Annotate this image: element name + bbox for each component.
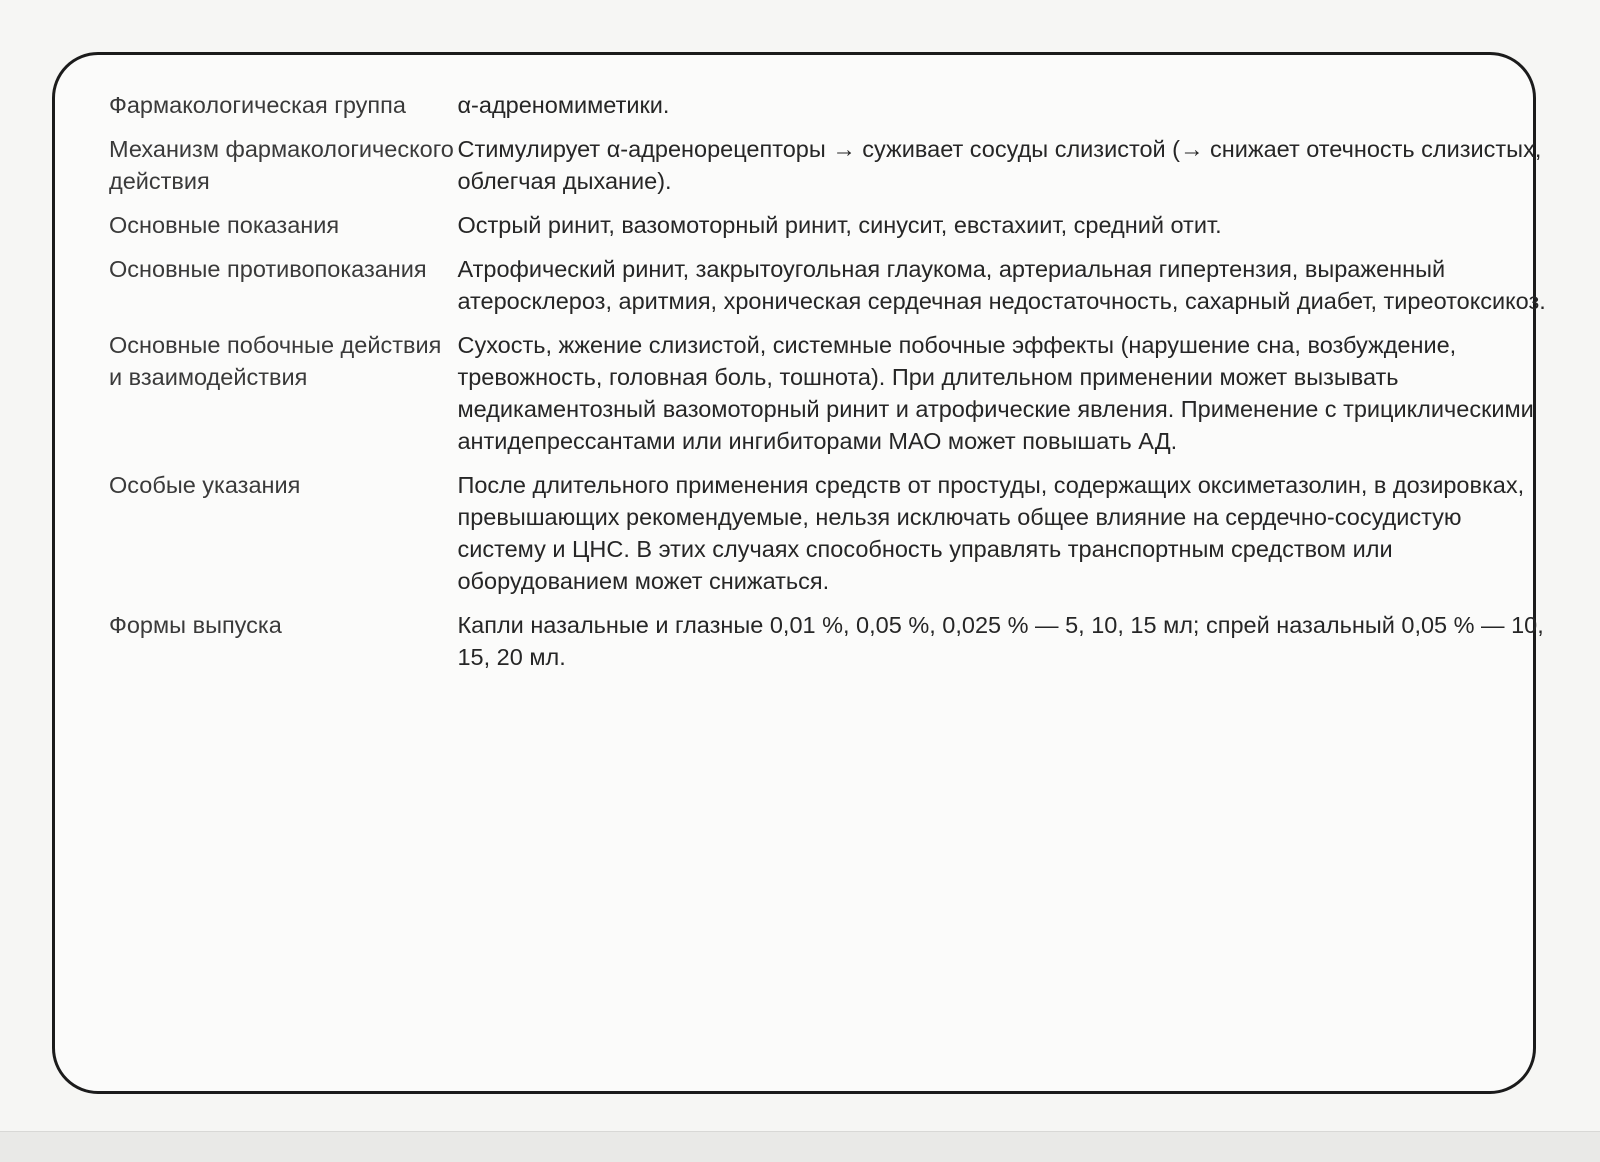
row-value-release-forms: Капли назальные и глазные 0,01 %, 0,05 %, 0,025 % — 5, 10, 15 мл; спрей назальный 0,05 % — 10, 15, 20 мл.: [457, 612, 1544, 670]
page-bottom-edge: [0, 1131, 1600, 1162]
table-row: [109, 469, 1549, 609]
row-label-release-forms: Формы выпуска: [109, 612, 282, 638]
table-row: [109, 89, 1549, 133]
table-row: [109, 133, 1549, 209]
drug-info-card: [52, 52, 1546, 1094]
table-row: [109, 329, 1549, 469]
table-row: [109, 209, 1549, 253]
row-label-side-effects: Основные побочные действия и взаимодействия: [109, 332, 442, 390]
table-row: [109, 609, 1549, 685]
row-label-special-notes: Особые указания: [109, 472, 301, 498]
row-value-side-effects: Сухость, жжение слизистой, системные побочные эффекты (нарушение сна, возбуждение, тревожность, головная боль, тошнота). При длительном применении может вызывать медикаментозный вазомоторный ринит и атрофические явления. Применение с трициклическими антидепрессантами или ингибиторами МАО может повышать АД.: [457, 332, 1534, 454]
table-row: [109, 253, 1549, 329]
row-label-pharmacological-group: Фармакологическая группа: [109, 92, 406, 118]
row-value-indications: Острый ринит, вазомоторный ринит, синусит, евстахиит, средний отит.: [457, 212, 1222, 238]
row-label-contraindications: Основные противопоказания: [109, 256, 427, 282]
row-label-mechanism: Механизм фармакологического действия: [109, 136, 454, 194]
row-value-pharmacological-group: α-адреномиметики.: [457, 92, 670, 118]
row-label-indications: Основные показания: [109, 212, 340, 238]
row-value-special-notes: После длительного применения средств от простуды, содержащих оксиметазолин, в дозировках, превышающих рекомендуемые, нельзя исключать общее влияние на сердечно-сосудистую систему и ЦНС. В этих случаях способность управлять транспортным средством или оборудованием может снижаться.: [457, 472, 1525, 594]
row-value-contraindications: Атрофический ринит, закрытоугольная глаукома, артериальная гипертензия, выраженный атеросклероз, аритмия, хроническая сердечная недостаточность, сахарный диабет, тиреотоксикоз.: [457, 256, 1546, 314]
row-value-mechanism: Стимулирует α-адренорецепторы → суживает сосуды слизистой (→ снижает отечность слизистых, облегчая дыхание).: [457, 136, 1542, 194]
drug-info-table: [109, 89, 1549, 685]
